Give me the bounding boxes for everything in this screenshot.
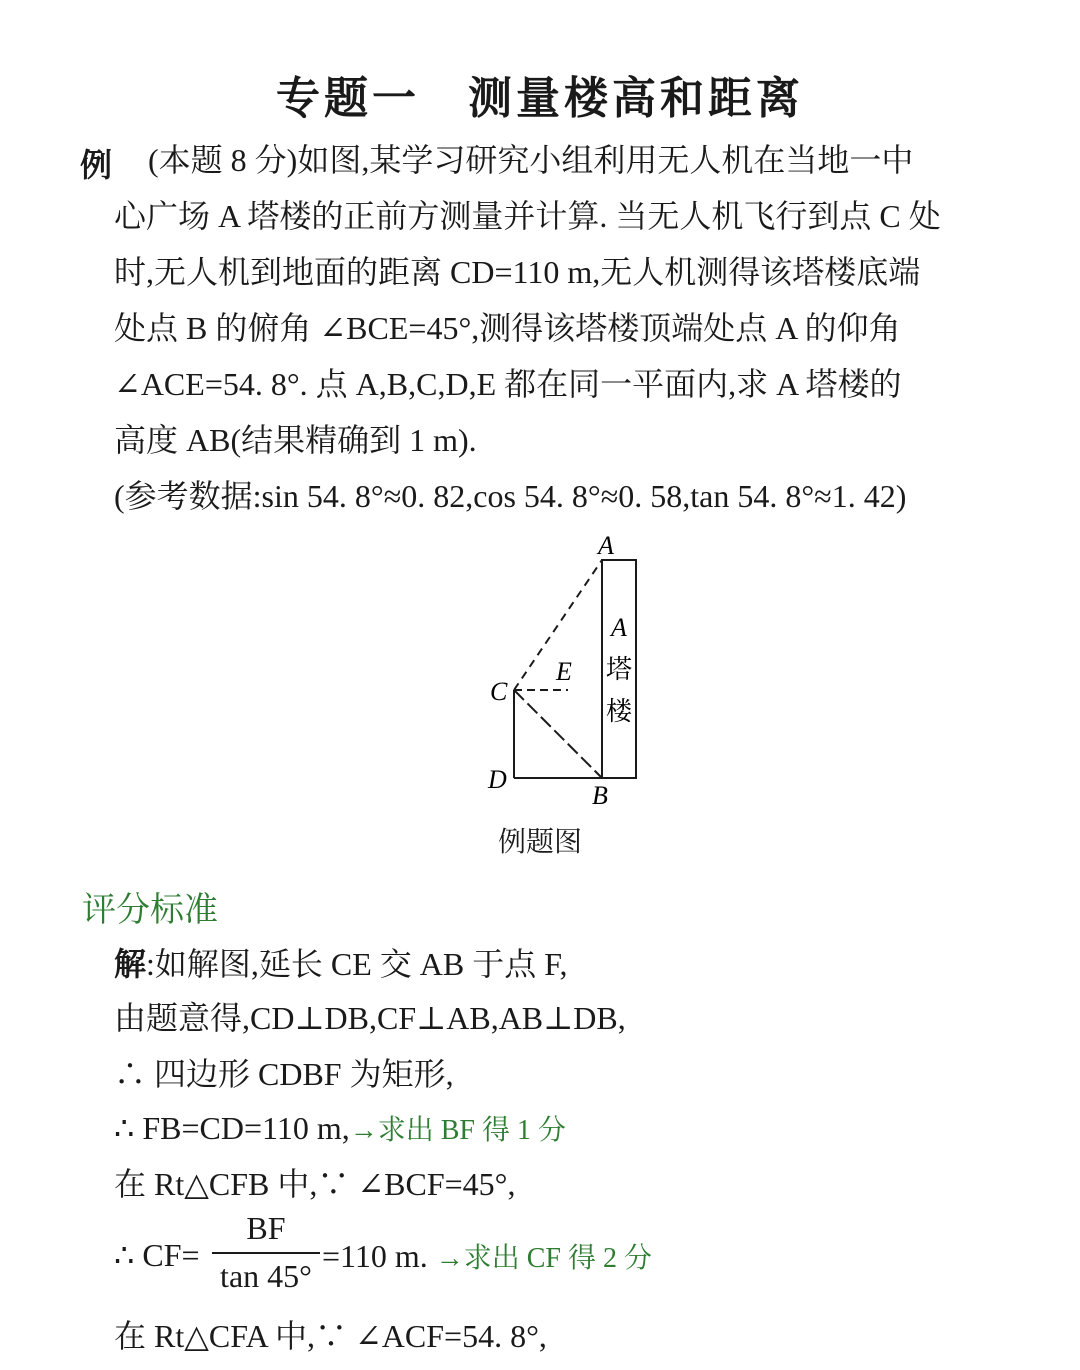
scoring-note-1: →求出 BF 得 1 分 [349, 1115, 566, 1146]
fraction-rhs [322, 1236, 652, 1276]
solution-line-4-text: ∴ FB=CD=110 m, [114, 1110, 350, 1146]
fraction-bar [212, 1252, 320, 1254]
fraction-numerator: BF [246, 1210, 286, 1246]
label-c: C [490, 677, 508, 706]
label-b: B [592, 781, 608, 810]
problem-line-5: ∠ACE=54. 8°. 点 A,B,C,D,E 都在同一平面内,求 A 塔楼的 [114, 366, 902, 402]
tower-text-ta: 塔 [605, 655, 633, 684]
problem-line-6: 高度 AB(结果精确到 1 m). [114, 422, 477, 458]
tower-text-lou: 楼 [605, 697, 633, 726]
solution-line-1-text: :如解图,延长 CE 交 AB 于点 F, [146, 946, 568, 982]
solution-line-1 [114, 944, 568, 984]
problem-line-1: (本题 8 分)如图,某学习研究小组利用无人机在当地一中 [148, 142, 914, 178]
problem-line-4: 处点 B 的俯角 ∠BCE=45°,测得该塔楼顶端处点 A 的仰角 [114, 310, 901, 346]
tower-text-a: A [611, 613, 627, 642]
label-a: A [598, 531, 614, 560]
scoring-note-2: →求出 CF 得 2 分 [435, 1243, 652, 1274]
solution-line-3: ∴ 四边形 CDBF 为矩形, [114, 1056, 454, 1092]
example-figure [470, 530, 670, 820]
reference-data: (参考数据:sin 54. 8°≈0. 82,cos 54. 8°≈0. 58,tan 54. 8°≈1. 42) [114, 478, 907, 514]
problem-line-3: 时,无人机到地面的距离 CD=110 m,无人机测得该塔楼底端 [114, 254, 921, 290]
figure-caption: 例题图 [497, 827, 582, 858]
label-e: E [556, 657, 572, 686]
solution-line-4 [114, 1108, 566, 1151]
segment-cb [514, 690, 602, 778]
fraction-denominator: tan 45° [220, 1258, 312, 1294]
fraction-rhs-text: =110 m. [322, 1238, 428, 1274]
solution-line-7: 在 Rt△CFA 中,∵ ∠ACF=54. 8°, [114, 1318, 547, 1354]
solution-label: 解 [114, 946, 147, 982]
fraction-lhs: ∴ CF= [114, 1237, 200, 1273]
page-title: 专题一 测量楼高和距离 [276, 73, 804, 124]
solution-line-5: 在 Rt△CFB 中,∵ ∠BCF=45°, [114, 1166, 516, 1202]
solution-line-2: 由题意得,CD⊥DB,CF⊥AB,AB⊥DB, [114, 1000, 626, 1036]
problem-line-2: 心广场 A 塔楼的正前方测量并计算. 当无人机飞行到点 C 处 [114, 198, 941, 234]
example-label: 例 [80, 146, 113, 184]
section-title: 评分标准 [82, 890, 218, 930]
label-d: D [488, 765, 507, 794]
